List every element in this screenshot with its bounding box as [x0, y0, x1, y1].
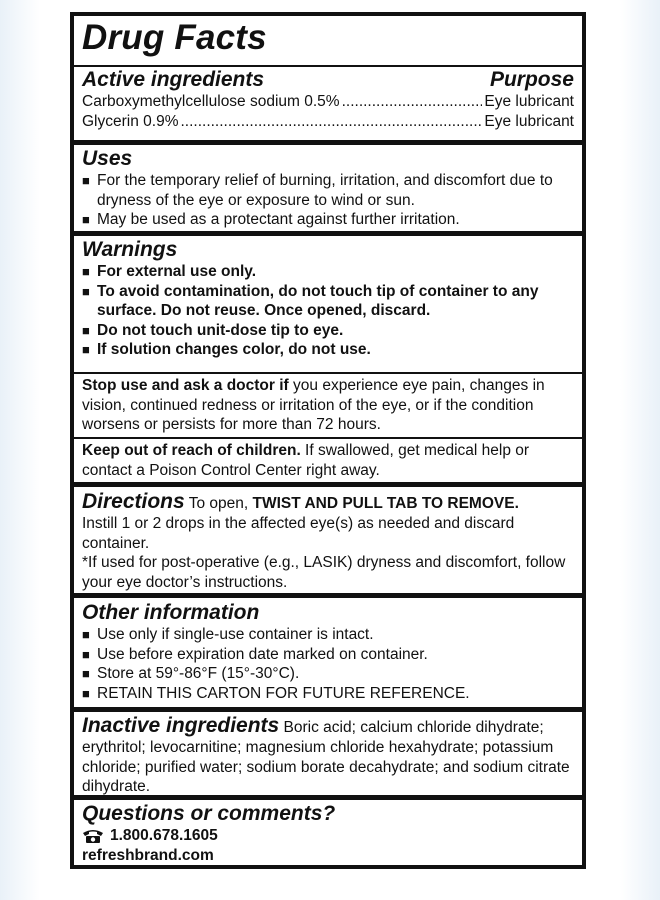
- active-name: Glycerin 0.9%: [82, 112, 179, 130]
- uses-heading: Uses: [82, 147, 133, 170]
- questions-heading: Questions or comments?: [82, 802, 336, 825]
- page-title: Drug Facts: [82, 18, 267, 57]
- list-item: ■ May be used as a protectant against further irritation.: [82, 211, 460, 228]
- active-name: Carboxymethylcellulose sodium 0.5%: [82, 93, 340, 110]
- active-heading: Active ingredients: [82, 68, 265, 91]
- warnings-heading: Warnings: [82, 238, 178, 261]
- list-item: ■ For external use only.: [82, 263, 257, 280]
- active-ingredients-section: [74, 68, 582, 131]
- bullet-icon: ■: [82, 212, 90, 227]
- active-row: [82, 92, 574, 112]
- bullet-icon: ■: [82, 646, 90, 662]
- list-item: ■ If solution changes color, do not use.: [82, 341, 371, 358]
- bullet-icon: ■: [82, 342, 90, 357]
- warnings-section: [74, 238, 582, 360]
- website-link[interactable]: refreshbrand.com: [82, 846, 214, 864]
- directions-heading: Directions: [82, 490, 185, 513]
- divider: [74, 372, 582, 374]
- divider: [74, 482, 582, 487]
- active-purpose: Eye lubricant: [484, 93, 574, 110]
- bullet-icon: ■: [82, 666, 90, 681]
- bullet-icon: ■: [82, 685, 90, 701]
- other-heading: Other information: [82, 601, 260, 624]
- title-section: [74, 18, 582, 58]
- divider: [74, 65, 582, 67]
- list-item: ■ RETAIN THIS CARTON FOR FUTURE REFERENCE.: [82, 684, 470, 702]
- list-item: ■ Store at 59°-86°F (15°-30°C).: [82, 665, 300, 682]
- directions-line: *If used for post-operative (e.g., LASIK) dryness and discomfort, follow your eye doctor’s instructions.: [82, 554, 566, 591]
- inactive-heading: Inactive ingredients: [82, 714, 280, 737]
- bullet-icon: ■: [82, 173, 90, 188]
- divider: [74, 231, 582, 236]
- questions-section: [74, 802, 582, 865]
- bullet-icon: ■: [82, 322, 90, 338]
- phone-line: [82, 826, 574, 846]
- stop-use-paragraph: Stop use and ask a doctor if you experience eye pain, changes in vision, continued redness or irritation of the eye, or if the condition worsens or persists for more than 72 hours.: [82, 377, 545, 433]
- list-item: ■ To avoid contamination, do not touch tip of container to any surface. Do not reuse. Once opened, discard.: [82, 282, 539, 319]
- bullet-icon: ■: [82, 627, 90, 642]
- list-item: ■ Use only if single-use container is intact.: [82, 626, 374, 643]
- divider: [74, 437, 582, 439]
- list-item: ■ Do not touch unit-dose tip to eye.: [82, 321, 344, 339]
- phone-icon: [82, 828, 104, 844]
- drug-facts-panel: [70, 12, 586, 869]
- divider: [74, 707, 582, 712]
- active-purpose: Eye lubricant: [484, 112, 574, 130]
- divider: [74, 795, 582, 800]
- directions-section: Directions To open, TWIST AND PULL TAB TO REMOVE. Instill 1 or 2 drops in the affected eye(s) as needed and discard container. *If used for post-operative (e.g., LASIK) dryness and discomfort, follow your eye doctor’s instructions.: [74, 490, 582, 592]
- inactive-ingredients-section: Inactive ingredients Boric acid; calcium chloride dihydrate; erythritol; levocarnitine; magnesium chloride hexahydrate; potassium chloride; purified water; sodium borate decahydrate; and sodium citrate dihydrate.: [82, 714, 570, 795]
- divider: [74, 593, 582, 598]
- bullet-icon: ■: [82, 264, 90, 279]
- uses-section: [74, 147, 582, 230]
- phone-number[interactable]: 1.800.678.1605: [110, 827, 218, 844]
- bullet-icon: ■: [82, 283, 90, 299]
- purpose-heading: Purpose: [489, 68, 574, 91]
- list-item: ■ For the temporary relief of burning, irritation, and discomfort due to dryness of the eye or exposure to wind or sun.: [82, 172, 553, 209]
- divider: [74, 140, 582, 145]
- keep-out-paragraph: Keep out of reach of children. If swallowed, get medical help or contact a Poison Control Center right away.: [82, 442, 530, 479]
- list-item: ■ Use before expiration date marked on container.: [82, 645, 428, 663]
- other-information-section: [74, 601, 582, 703]
- directions-line: Instill 1 or 2 drops in the affected eye(s) as needed and discard container.: [82, 515, 515, 552]
- active-row: [82, 112, 574, 132]
